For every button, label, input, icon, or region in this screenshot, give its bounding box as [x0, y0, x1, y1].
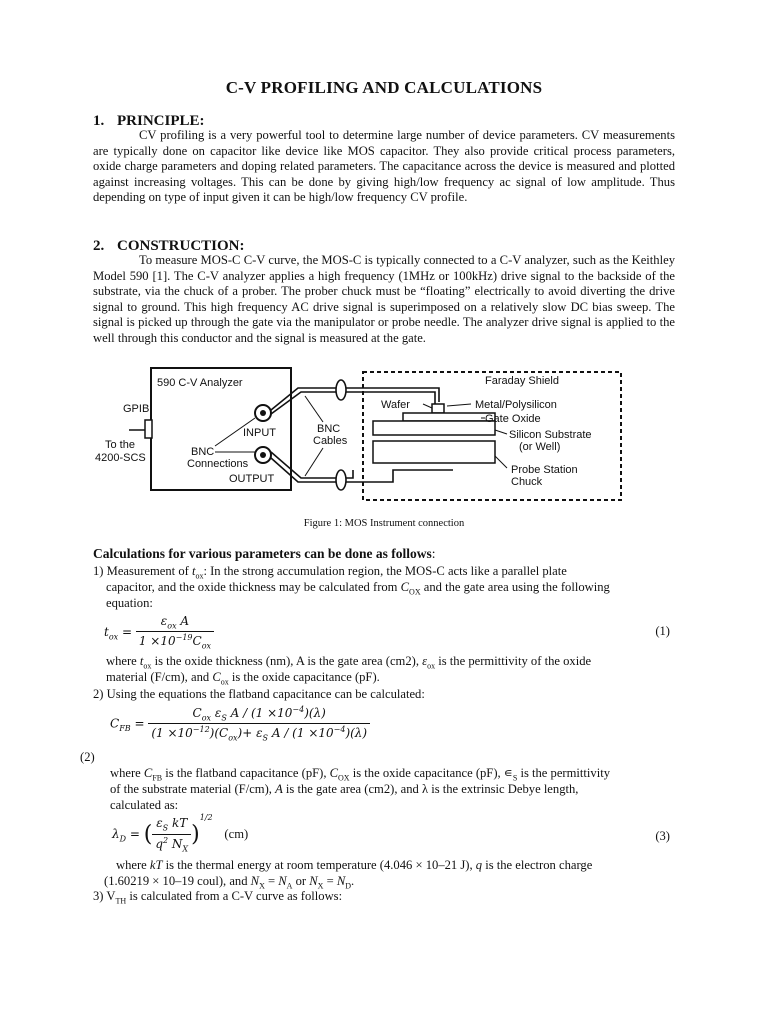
metal-label: Metal/Polysilicon [475, 399, 557, 411]
bnc-connections-label-2: Connections [187, 458, 249, 470]
metal-contact [432, 404, 444, 413]
faraday-label: Faraday Shield [485, 375, 559, 387]
section-title: CONSTRUCTION: [117, 238, 245, 254]
construction-paragraph: To measure MOS-C C-V curve, the MOS-C is typically connected to a C-V analyzer, such as the Keithley Model 590 [1]. The C-V analyzer applies a high frequency (1MHz or 100kHz) drive signal to the backside of the substrate, via the chuck of a prober. The prober chuck must be “floating” electrically to avoid diverting the drive signal to ground. This high frequency AC drive signal is superimposed on a relatively slow DC bias sweep. The signal is picked up through the gate via the manipulator or probe needle. The analyzer drive signal is applied to the well through this conductor and the signal is measured at the gate. [93, 253, 675, 345]
principle-paragraph: CV profiling is a very powerful tool to determine large number of device parameters. CV measurements are typically done on capacitor like device like MOS capacitor. They also provide critical process parameters, oxide charge parameters and doping related parameters. The capacitance across the device is measured and plotted against increasing voltages. This can be done by giving high/low frequency ac signal of low amplitude. Thus depending on type of input given it can be high/low frequency CV profile. [93, 128, 675, 204]
calculations-heading-text: Calculations for various parameters can be done as follows [93, 546, 432, 561]
wafer-label: Wafer [381, 399, 410, 411]
section-number: 1. [93, 113, 105, 129]
bnc-cables-label-1: BNC [317, 423, 341, 435]
chuck-label: Chuck [511, 476, 543, 488]
where-3-line-1: where kT is the thermal energy at room temperature (4.046 × 10–21 J), q is the electron charge [116, 858, 593, 872]
section-title: PRINCIPLE: [117, 113, 205, 129]
item-1-line-1: 1) Measurement of $t_{ox}$: In the strong accumulation region, the MOS-C acts like a parallel plate [93, 564, 567, 581]
where-1-line-1: where $t_{ox}$ is the oxide thickness (nm), A is the gate area (cm2), $\varepsilon_{ox}$ is the permittivity of the oxide [106, 654, 592, 671]
equation-2: $C_{FB}$ = $\frac{C_{ox} \varepsilon_S A / (1 \times 10^{-4})(\lambda)}{(1 \times 10^{-12})(C_{ox})+ \varepsilon_S A / (1 \times 10^{-4})(\lambda)}$ [110, 705, 370, 743]
heading-colon: : [431, 546, 436, 561]
where-1-line-2: material (F/cm), and $C_{ox}$ is the oxide capacitance (pF). [106, 670, 380, 687]
section-number: 2. [93, 238, 105, 254]
bnc-cable-ferrite [336, 380, 346, 400]
to-the-label: To the [105, 439, 135, 451]
bnc-cables-label-2: Cables [313, 435, 348, 447]
gpib-port [145, 420, 152, 438]
figure-caption: Figure 1: MOS Instrument connection [303, 518, 465, 529]
mos-instrument-figure [93, 366, 675, 504]
output-label: OUTPUT [229, 473, 275, 485]
analyzer-label: 590 C-V Analyzer [157, 377, 243, 389]
equation-1: $t_{ox}$ = $\frac{\varepsilon_{ox} A}{1 \times 10^{-19}C_{ox}}$ [104, 614, 214, 651]
equation-3-number: (3) [655, 829, 670, 843]
or-well-label: (or Well) [519, 441, 561, 453]
item-1-line-3: equation: [106, 596, 153, 610]
item-1-line-2: capacitor, and the oxide thickness may be calculated from $C_{OX}$ and the gate area using the following [106, 580, 610, 597]
item-2: 2) Using the equations the flatband capacitance can be calculated: [93, 687, 425, 701]
silicon-substrate-layer [373, 421, 495, 435]
input-label: INPUT [243, 427, 276, 439]
scs-label: 4200-SCS [95, 452, 146, 464]
where-2-line-1: where $C_{FB}$ is the flatband capacitance (pF), $C_{OX}$ is the oxide capacitance (pF), $∊_S$ is the permittivity [110, 766, 611, 783]
gate-oxide-label: Gate Oxide [485, 413, 541, 425]
probe-chuck [373, 441, 495, 463]
probe-station-label: Probe Station [511, 464, 578, 476]
equation-1-number: (1) [655, 624, 670, 638]
bnc-connections-label-1: BNC [191, 446, 215, 458]
page-title: C-V PROFILING AND CALCULATIONS [225, 78, 543, 97]
equation-2-number: (2) [80, 750, 95, 764]
where-3-line-2: (1.60219 × 10–19 coul), and $N_X = N_A$ or $N_X = N_D$. [104, 874, 355, 891]
equation-3: $\lambda_D$ = ( $\frac{\varepsilon_S kT}{q^2 N_X}$ )$^{1/2}$ (cm) [112, 813, 249, 853]
where-2-line-2: of the substrate material (F/cm), A is the gate area (cm2), and λ is the extrinsic Debye length, [110, 782, 579, 796]
item-3: 3) $V_{TH}$ is calculated from a C-V curve as follows: [93, 889, 343, 906]
calculations-heading [93, 546, 436, 562]
silicon-label: Silicon Substrate [509, 429, 592, 441]
gpib-label: GPIB [123, 403, 150, 415]
where-2-line-3: calculated as: [110, 798, 179, 812]
gate-oxide-layer [403, 413, 495, 421]
connection-diagram [93, 366, 675, 504]
